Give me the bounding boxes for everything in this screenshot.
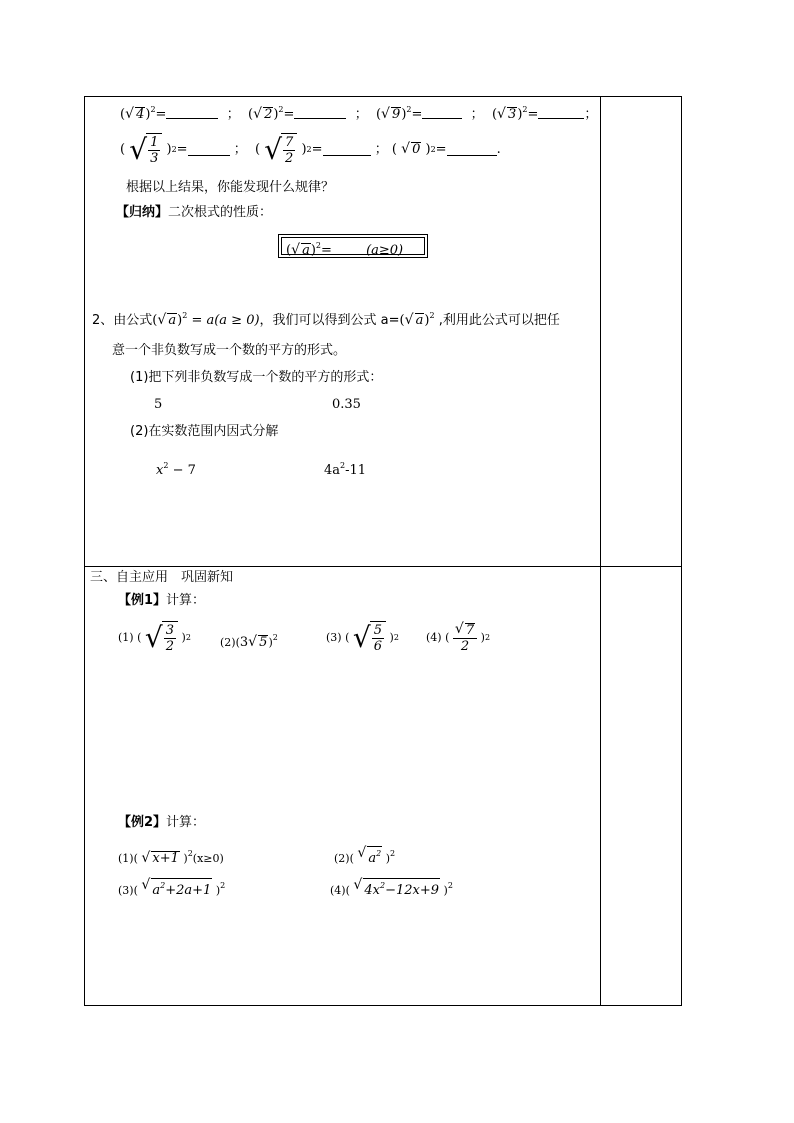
factor-expr-2: $4a^2-11$ — [324, 461, 367, 478]
exercise-row-1: (√ 4)$^2$= ； (√ 2)$^2$= ； (√ 9)$^2$= ； (√ 3)$^2$= ； — [120, 102, 597, 123]
answer-blank[interactable] — [422, 107, 462, 119]
example-1-item-1: (1) ( √ $\frac{3}{2}$ ) 2 — [118, 621, 191, 654]
answer-blank[interactable] — [294, 107, 346, 119]
question-text: 根据以上结果，你能发现什么规律？ — [126, 180, 335, 195]
answer-blank[interactable] — [323, 144, 371, 156]
property-formula: (√ a)$^2$= (a≥0) — [286, 238, 403, 259]
item2-line1: 2、由公式(√ a)$^2$ = a(a ≥ 0)，我们可以得到公式 a=(√ a)$^2$ ,利用此公式可以把任 — [92, 308, 560, 329]
radicand-2: 2 — [264, 107, 273, 122]
example-1-item-3: (3) ( √ $\frac{5}{6}$ ) 2 — [326, 621, 399, 654]
worksheet-table — [84, 96, 682, 1006]
example-2-item-4: (4)( √ $4x^2-12x+9$ )$^2$ — [330, 878, 453, 899]
example-2-item-1: (1)( √ x+1 )$^2$(x≥0) — [118, 846, 224, 867]
example-1-item-4: (4) ( √ $\frac{7}{2}$ ) 2 — [426, 620, 490, 656]
table-column-divider — [600, 96, 601, 1006]
example-1-item-2: (2)(3√ 5)$^2$ — [220, 630, 278, 651]
section-3-title: 三、自主应用 巩固新知 — [90, 570, 234, 585]
example-1-heading: 【例1】计算： — [118, 593, 206, 608]
exercise-row-2: ( √ $\frac{1}{3}$ ) 2 = ； ( √ $\frac{7}{2}$ ) 2 = ； ( √ 0 ) 2 = . — [120, 132, 501, 168]
answer-blank[interactable] — [166, 107, 218, 119]
number-0-35: 0.35 — [332, 397, 361, 412]
table-row-divider — [84, 566, 682, 567]
radicand-9: 9 — [392, 107, 401, 122]
factor-expr-1: $x^2 - 7$ — [156, 461, 196, 478]
answer-blank[interactable] — [188, 144, 230, 156]
sub-question-1: (1)把下列非负数写成一个数的平方的形式： — [130, 370, 383, 385]
answer-blank[interactable] — [447, 144, 497, 156]
radicand-3: 3 — [508, 107, 517, 122]
radicand-4: 4 — [136, 107, 145, 122]
example-2-heading: 【例2】计算： — [118, 815, 206, 830]
sub-question-2: (2)在实数范围内因式分解 — [130, 424, 279, 439]
item2-line2: 意一个非负数写成一个数的平方的形式。 — [112, 343, 347, 358]
example-2-item-3: (3)( √ $a^2+2a+1$ )$^2$ — [118, 878, 225, 899]
example-2-item-2: (2)( √ $a^2$ )$^2$ — [334, 846, 395, 867]
number-5: 5 — [154, 397, 163, 412]
summary-heading: 【归纳】二次根式的性质： — [116, 205, 273, 220]
answer-blank[interactable] — [538, 107, 584, 119]
